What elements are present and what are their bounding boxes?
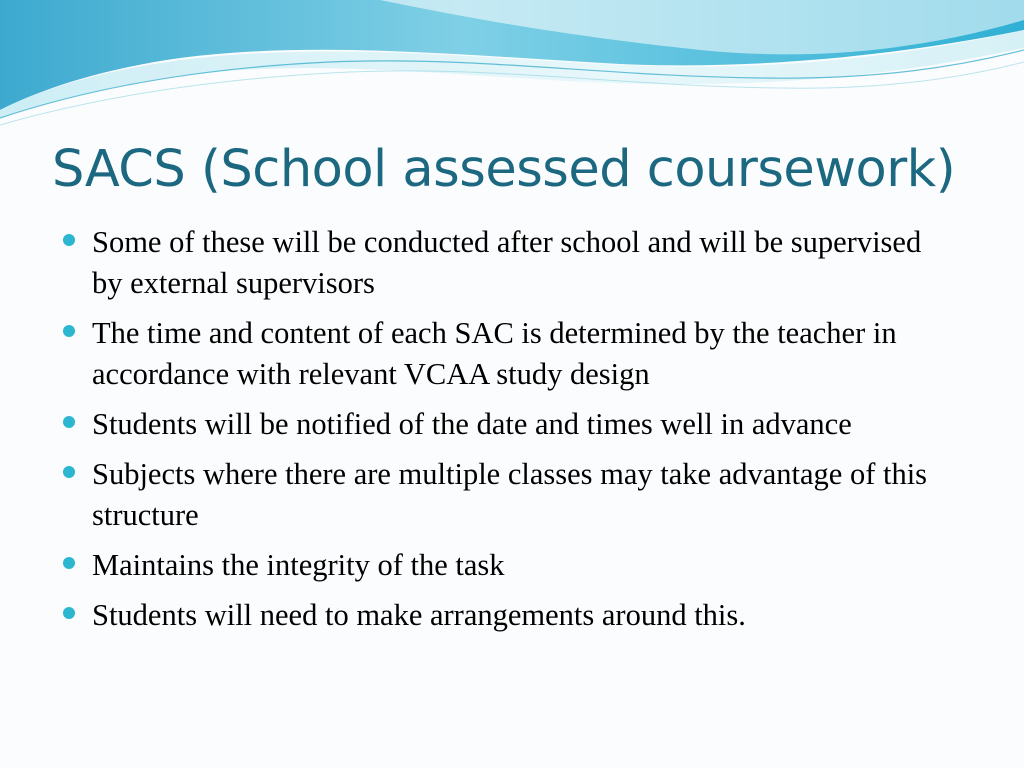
bullet-text: Subjects where there are multiple classes may take advantage of this structure [92, 457, 928, 532]
bullet-dot-icon [63, 234, 75, 246]
bullet-item [60, 404, 940, 445]
bullet-text: Maintains the integrity of the task [92, 548, 505, 582]
bullet-list [60, 222, 940, 645]
bullet-item [60, 222, 940, 304]
bullet-item [60, 313, 940, 395]
bullet-text: The time and content of each SAC is determined by the teacher in accordance with relevant VCAA study design [92, 316, 897, 391]
bullet-item [60, 545, 940, 586]
slide-title: SACS (School assessed coursework) [52, 140, 956, 199]
bullet-item [60, 454, 940, 536]
bullet-dot-icon [63, 466, 75, 478]
bullet-text: Some of these will be conducted after school and will be supervised by external supervisors [92, 225, 922, 300]
bullet-item [60, 595, 940, 636]
bullet-dot-icon [63, 325, 75, 337]
wave-header-decoration [0, 0, 1024, 130]
bullet-dot-icon [63, 416, 75, 428]
bullet-text: Students will be notified of the date and times well in advance [92, 407, 852, 441]
bullet-text: Students will need to make arrangements around this. [92, 598, 746, 632]
bullet-dot-icon [63, 557, 75, 569]
bullet-dot-icon [63, 607, 75, 619]
